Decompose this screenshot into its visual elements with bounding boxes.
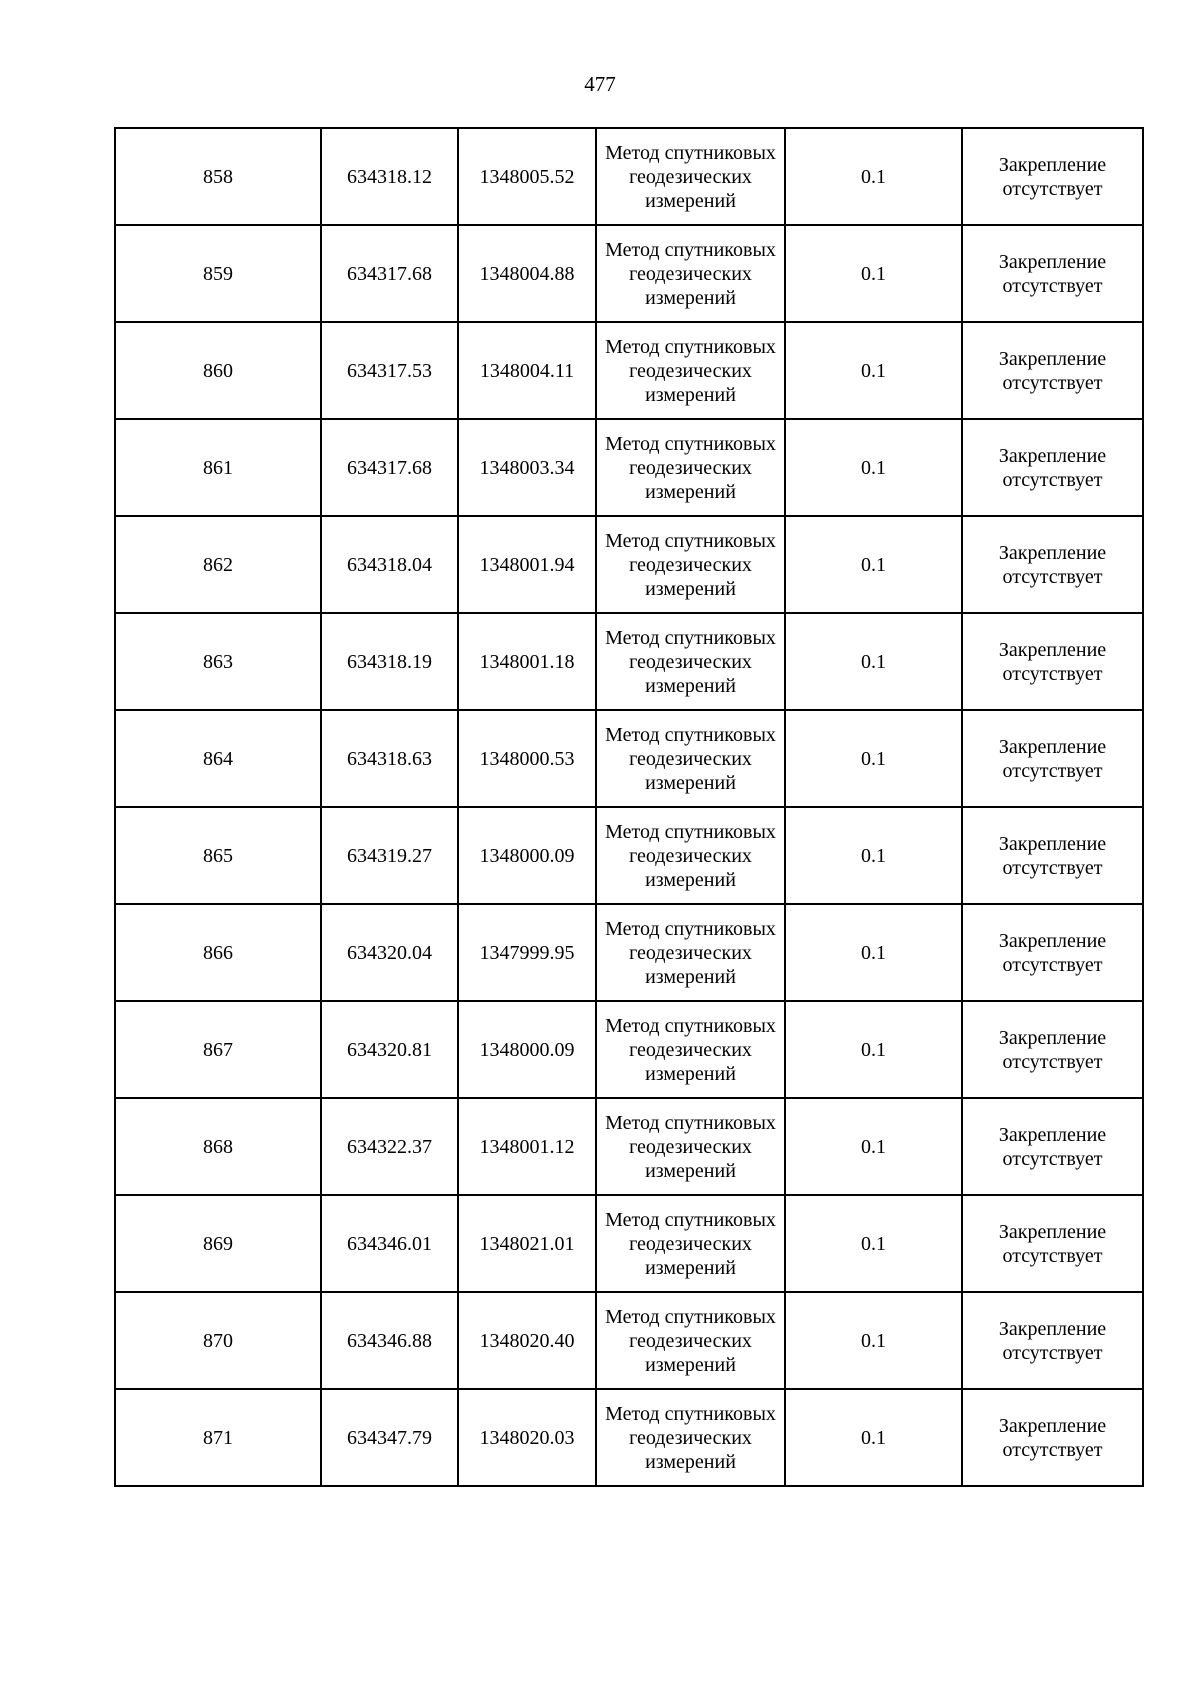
fixing-cell: Закрепление отсутствует [962,613,1143,710]
y-coordinate-cell: 1348021.01 [458,1195,596,1292]
y-coordinate-cell: 1348020.03 [458,1389,596,1486]
x-coordinate-cell: 634318.04 [321,516,458,613]
method-cell: Метод спутниковых геодезических измерений [596,128,785,225]
accuracy-cell: 0.1 [785,807,962,904]
method-cell: Метод спутниковых геодезических измерений [596,1389,785,1486]
accuracy-cell: 0.1 [785,1001,962,1098]
method-cell: Метод спутниковых геодезических измерений [596,1098,785,1195]
method-cell: Метод спутниковых геодезических измерений [596,322,785,419]
y-coordinate-cell: 1348001.94 [458,516,596,613]
table-row [115,419,1143,516]
coordinates-table [114,127,1144,1487]
y-coordinate-cell: 1348020.40 [458,1292,596,1389]
method-cell: Метод спутниковых геодезических измерений [596,225,785,322]
x-coordinate-cell: 634317.68 [321,225,458,322]
x-coordinate-cell: 634347.79 [321,1389,458,1486]
fixing-cell: Закрепление отсутствует [962,322,1143,419]
point-number-cell: 863 [115,613,321,710]
y-coordinate-cell: 1348004.11 [458,322,596,419]
fixing-cell: Закрепление отсутствует [962,128,1143,225]
x-coordinate-cell: 634320.04 [321,904,458,1001]
accuracy-cell: 0.1 [785,1389,962,1486]
table-row [115,904,1143,1001]
y-coordinate-cell: 1348000.09 [458,807,596,904]
table-row [115,807,1143,904]
point-number-cell: 861 [115,419,321,516]
method-cell: Метод спутниковых геодезических измерений [596,1001,785,1098]
table-row [115,128,1143,225]
fixing-cell: Закрепление отсутствует [962,516,1143,613]
point-number-cell: 859 [115,225,321,322]
accuracy-cell: 0.1 [785,904,962,1001]
method-cell: Метод спутниковых геодезических измерений [596,1195,785,1292]
accuracy-cell: 0.1 [785,1292,962,1389]
x-coordinate-cell: 634318.63 [321,710,458,807]
fixing-cell: Закрепление отсутствует [962,1098,1143,1195]
y-coordinate-cell: 1348001.12 [458,1098,596,1195]
point-number-cell: 858 [115,128,321,225]
accuracy-cell: 0.1 [785,419,962,516]
method-cell: Метод спутниковых геодезических измерений [596,516,785,613]
page-number: 477 [584,72,616,96]
y-coordinate-cell: 1348000.09 [458,1001,596,1098]
point-number-cell: 869 [115,1195,321,1292]
table-row [115,1389,1143,1486]
x-coordinate-cell: 634319.27 [321,807,458,904]
fixing-cell: Закрепление отсутствует [962,419,1143,516]
fixing-cell: Закрепление отсутствует [962,225,1143,322]
fixing-cell: Закрепление отсутствует [962,1001,1143,1098]
point-number-cell: 862 [115,516,321,613]
point-number-cell: 866 [115,904,321,1001]
table-row [115,613,1143,710]
accuracy-cell: 0.1 [785,128,962,225]
point-number-cell: 870 [115,1292,321,1389]
coordinates-table-body [115,128,1143,1486]
x-coordinate-cell: 634317.53 [321,322,458,419]
method-cell: Метод спутниковых геодезических измерений [596,710,785,807]
y-coordinate-cell: 1348000.53 [458,710,596,807]
point-number-cell: 865 [115,807,321,904]
accuracy-cell: 0.1 [785,225,962,322]
point-number-cell: 864 [115,710,321,807]
y-coordinate-cell: 1348001.18 [458,613,596,710]
method-cell: Метод спутниковых геодезических измерений [596,1292,785,1389]
point-number-cell: 868 [115,1098,321,1195]
method-cell: Метод спутниковых геодезических измерений [596,613,785,710]
y-coordinate-cell: 1348004.88 [458,225,596,322]
x-coordinate-cell: 634322.37 [321,1098,458,1195]
method-cell: Метод спутниковых геодезических измерений [596,419,785,516]
table-row [115,322,1143,419]
accuracy-cell: 0.1 [785,613,962,710]
point-number-cell: 860 [115,322,321,419]
accuracy-cell: 0.1 [785,322,962,419]
table-row [115,516,1143,613]
accuracy-cell: 0.1 [785,1098,962,1195]
method-cell: Метод спутниковых геодезических измерений [596,904,785,1001]
table-row [115,710,1143,807]
table-row [115,225,1143,322]
table-row [115,1292,1143,1389]
x-coordinate-cell: 634320.81 [321,1001,458,1098]
y-coordinate-cell: 1348005.52 [458,128,596,225]
y-coordinate-cell: 1348003.34 [458,419,596,516]
fixing-cell: Закрепление отсутствует [962,807,1143,904]
fixing-cell: Закрепление отсутствует [962,1195,1143,1292]
fixing-cell: Закрепление отсутствует [962,904,1143,1001]
fixing-cell: Закрепление отсутствует [962,710,1143,807]
x-coordinate-cell: 634318.12 [321,128,458,225]
method-cell: Метод спутниковых геодезических измерений [596,807,785,904]
point-number-cell: 867 [115,1001,321,1098]
y-coordinate-cell: 1347999.95 [458,904,596,1001]
table-row [115,1195,1143,1292]
fixing-cell: Закрепление отсутствует [962,1389,1143,1486]
table-row [115,1098,1143,1195]
x-coordinate-cell: 634346.01 [321,1195,458,1292]
fixing-cell: Закрепление отсутствует [962,1292,1143,1389]
point-number-cell: 871 [115,1389,321,1486]
accuracy-cell: 0.1 [785,1195,962,1292]
accuracy-cell: 0.1 [785,516,962,613]
accuracy-cell: 0.1 [785,710,962,807]
x-coordinate-cell: 634318.19 [321,613,458,710]
x-coordinate-cell: 634346.88 [321,1292,458,1389]
x-coordinate-cell: 634317.68 [321,419,458,516]
table-row [115,1001,1143,1098]
